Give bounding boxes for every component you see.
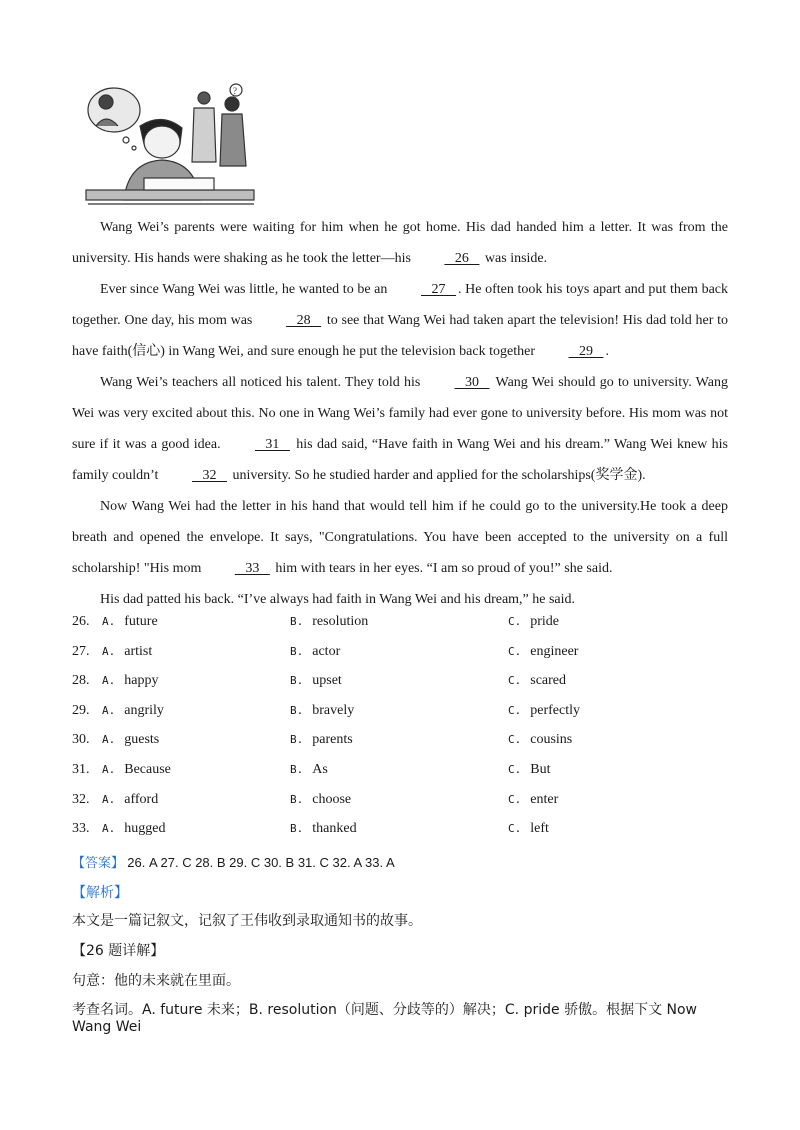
option-text: upset xyxy=(312,673,342,689)
question-row xyxy=(72,614,732,638)
answer-tag: 【答案】 xyxy=(72,856,125,871)
option-c[interactable] xyxy=(508,821,549,837)
option-text: guests xyxy=(124,732,160,748)
option-letter: C. xyxy=(508,822,522,836)
passage-paragraph: His dad patted his back. “I’ve always had faith in Wang Wei and his dream,” he said. xyxy=(100,592,576,607)
passage-paragraph: Wang Wei’s parents were waiting for him when he got home. His dad handed him a letter. It was from the university. His hands were shaking as he took the letter—his 26 was inside. xyxy=(72,212,728,274)
question-row xyxy=(72,673,732,697)
question-row xyxy=(72,703,732,727)
option-text: actor xyxy=(312,643,341,659)
sentence-meaning: 句意：他的未来就在里面。 xyxy=(72,973,240,989)
option-text: cousins xyxy=(530,732,573,748)
option-c[interactable] xyxy=(508,614,559,630)
option-b[interactable] xyxy=(290,821,357,837)
option-c[interactable] xyxy=(508,792,558,808)
blank-31: 31 xyxy=(254,437,290,452)
option-letter: A. xyxy=(102,703,116,717)
question-number: 28. xyxy=(72,673,90,689)
option-letter: C. xyxy=(508,733,522,747)
option-text: scared xyxy=(530,673,567,689)
option-letter: A. xyxy=(102,733,116,747)
blank-30: 30 xyxy=(454,375,490,390)
option-letter: C. xyxy=(508,792,522,806)
option-letter: A. xyxy=(102,763,116,776)
option-b[interactable] xyxy=(290,673,342,689)
blank-28: 28 xyxy=(286,313,322,328)
passage-paragraph: Ever since Wang Wei was little, he wanted to be an 27 . He often took his toys apart and put them back together. One day, his mom was 28 to see that Wang Wei had taken apart the television! His dad told her to have faith(信心) in Wang Wei, and sure enough he put the television back together 29 . xyxy=(72,274,728,367)
option-letter: A. xyxy=(102,792,116,806)
passage xyxy=(72,212,728,615)
option-b[interactable] xyxy=(290,792,351,808)
option-letter: C. xyxy=(508,644,522,658)
question-number: 33. xyxy=(72,821,90,837)
option-letter: B. xyxy=(290,644,304,658)
option-letter: B. xyxy=(290,615,304,628)
option-letter: B. xyxy=(290,792,304,806)
question-number: 32. xyxy=(72,791,90,807)
option-a[interactable] xyxy=(102,614,158,630)
option-text: enter xyxy=(530,791,559,807)
question-number: 27. xyxy=(72,643,90,659)
option-a[interactable] xyxy=(102,673,158,689)
option-b[interactable] xyxy=(290,762,328,778)
option-text: hugged xyxy=(124,821,166,837)
option-text: parents xyxy=(312,732,353,748)
question-number: 26. xyxy=(72,614,90,629)
blank-33: 33 xyxy=(234,561,270,576)
passage-paragraph: Now Wang Wei had the letter in his hand that would tell him if he could go to the university.He took a deep breath and opened the envelope. It says, "Congratulations. You have been accepted to the university on a full scholarship! "His mom 33 him with tears in her eyes. “I am so proud of you!” she said. xyxy=(72,491,728,584)
blank-27: 27 xyxy=(421,282,457,297)
option-text: artist xyxy=(124,643,153,659)
option-a[interactable] xyxy=(102,792,158,808)
question-number: 29. xyxy=(72,702,90,718)
option-letter: A. xyxy=(102,615,116,628)
option-text: angrily xyxy=(124,702,164,718)
answer-values: 26. A 27. C 28. B 29. C 30. B 31. C 32. A 33. A xyxy=(127,855,395,870)
option-a[interactable] xyxy=(102,762,171,778)
option-text: afford xyxy=(124,791,159,807)
option-c[interactable] xyxy=(508,673,566,689)
option-letter: B. xyxy=(290,822,304,836)
question-number: 30. xyxy=(72,732,90,748)
option-a[interactable] xyxy=(102,732,159,748)
option-text: choose xyxy=(312,791,352,807)
option-b[interactable] xyxy=(290,644,340,660)
option-a[interactable] xyxy=(102,703,164,719)
passage-paragraph: Wang Wei’s teachers all noticed his talent. They told his 30 Wang Wei should go to university. Wang Wei was very excited about this. No one in Wang Wei’s family had ever gone to university before. His mom was not sure if it was a good idea. 31 his dad said, “Have faith in Wang Wei and his dream.” Wang Wei knew his family couldn’t 32 university. So he studied harder and applied for the scholarships(奖学金). xyxy=(72,367,728,491)
option-text: But xyxy=(530,762,551,777)
blank-26: 26 xyxy=(444,251,480,266)
option-text: As xyxy=(312,762,328,777)
option-a[interactable] xyxy=(102,644,152,660)
option-text: future xyxy=(124,614,158,629)
option-text: Because xyxy=(124,762,171,777)
option-letter: C. xyxy=(508,703,522,717)
option-text: perfectly xyxy=(530,702,580,718)
option-text: left xyxy=(530,821,549,837)
question-row xyxy=(72,644,732,668)
question-row xyxy=(72,762,732,786)
option-letter: B. xyxy=(290,674,304,688)
detail-title: 【26 题详解】 xyxy=(72,943,165,959)
option-letter: A. xyxy=(102,822,116,836)
option-b[interactable] xyxy=(290,614,368,630)
option-b[interactable] xyxy=(290,703,354,719)
option-text: engineer xyxy=(530,643,579,659)
option-a[interactable] xyxy=(102,821,165,837)
question-row xyxy=(72,821,732,845)
option-letter: B. xyxy=(290,763,304,776)
option-text: resolution xyxy=(312,614,369,629)
option-b[interactable] xyxy=(290,732,353,748)
question-row xyxy=(72,732,732,756)
option-c[interactable] xyxy=(508,762,550,778)
analysis-tag: 【解析】 xyxy=(72,885,128,901)
question-number: 31. xyxy=(72,762,90,777)
option-c[interactable] xyxy=(508,644,578,660)
explanation: 考查名词。A. future 未来；B. resolution（问题、分歧等的）解决；C. pride 骄傲。根据下文 Now Wang Wei xyxy=(72,1002,698,1035)
option-text: happy xyxy=(124,673,159,689)
option-letter: A. xyxy=(102,644,116,658)
option-c[interactable] xyxy=(508,703,580,719)
blank-32: 32 xyxy=(191,468,227,483)
option-letter: C. xyxy=(508,674,522,688)
answer-line xyxy=(72,852,395,871)
option-text: thanked xyxy=(312,821,357,837)
svg-text:?: ? xyxy=(233,86,237,96)
question-row xyxy=(72,792,732,816)
option-c[interactable] xyxy=(508,732,572,748)
option-text: bravely xyxy=(312,702,355,718)
student-reading-letter-illustration xyxy=(84,82,256,206)
option-letter: B. xyxy=(290,733,304,747)
analysis-summary: 本文是一篇记叙文，记叙了王伟收到录取通知书的故事。 xyxy=(72,913,422,929)
blank-29: 29 xyxy=(568,344,604,359)
option-letter: C. xyxy=(508,615,522,628)
option-letter: C. xyxy=(508,763,522,776)
option-letter: A. xyxy=(102,674,116,688)
option-text: pride xyxy=(530,614,560,629)
option-letter: B. xyxy=(290,703,304,717)
